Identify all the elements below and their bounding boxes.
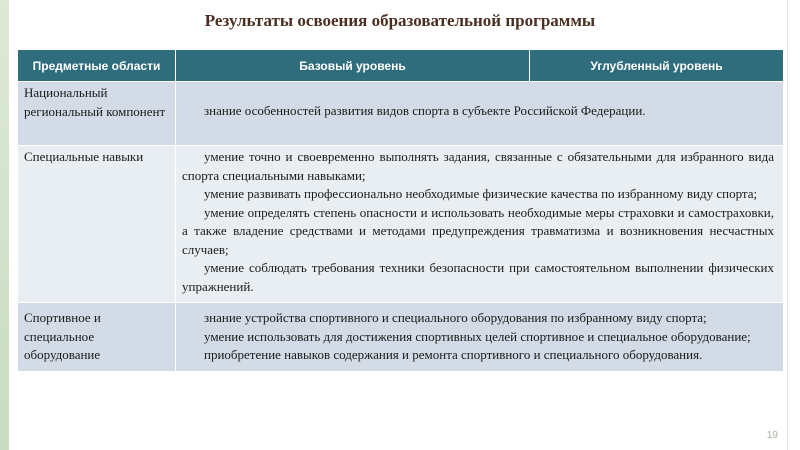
- row-content-cell: [176, 303, 784, 372]
- right-decor-line: [787, 0, 788, 450]
- content-item: знание устройства спортивного и специального оборудования по избранному виду спорта;: [204, 310, 707, 325]
- slide-title: Результаты освоения образовательной программы: [204, 11, 596, 30]
- results-table: [17, 49, 784, 372]
- table-row: [18, 146, 784, 303]
- table-header-row: [18, 50, 784, 82]
- content-item: умение определять степень опасности и использовать необходимые меры страховки и самостраховки, а также владение средствами и методами предупреждения травматизма и возникновения несчастных случаев;: [182, 204, 774, 257]
- row-area-cell: Национальный региональный компонент: [18, 82, 176, 146]
- header-subject-areas: Предметные области: [18, 50, 176, 82]
- table-row: [18, 303, 784, 372]
- header-basic-level: Базовый уровень: [176, 50, 530, 82]
- left-decor-bar: [0, 0, 9, 450]
- content-item: умение точно и своевременно выполнять задания, связанные с обязательными для избранного вида спорта специальными навыками;: [182, 149, 774, 183]
- header-advanced-level: Углубленный уровень: [530, 50, 784, 82]
- content-item: умение использовать для достижения спортивных целей спортивное и специальное оборудование;: [204, 328, 751, 344]
- content-item: умение развивать профессионально необходимые физические качества по избранному виду спорта;: [204, 186, 758, 201]
- row-content-cell: [176, 82, 784, 146]
- content-item: знание особенностей развития видов спорта в субъекте Российской Федерации.: [204, 103, 646, 119]
- table-row: [18, 82, 784, 146]
- content-item: умение соблюдать требования техники безопасности при самостоятельном выполнении физических упражнений.: [182, 260, 774, 294]
- row-area-cell: Специальные навыки: [18, 146, 176, 303]
- page-number: 19: [766, 430, 778, 441]
- row-content-cell: [176, 146, 784, 303]
- row-area-cell: Спортивное и специальное оборудование: [18, 303, 176, 372]
- content-item: приобретение навыков содержания и ремонта спортивного и специального оборудования.: [204, 347, 703, 362]
